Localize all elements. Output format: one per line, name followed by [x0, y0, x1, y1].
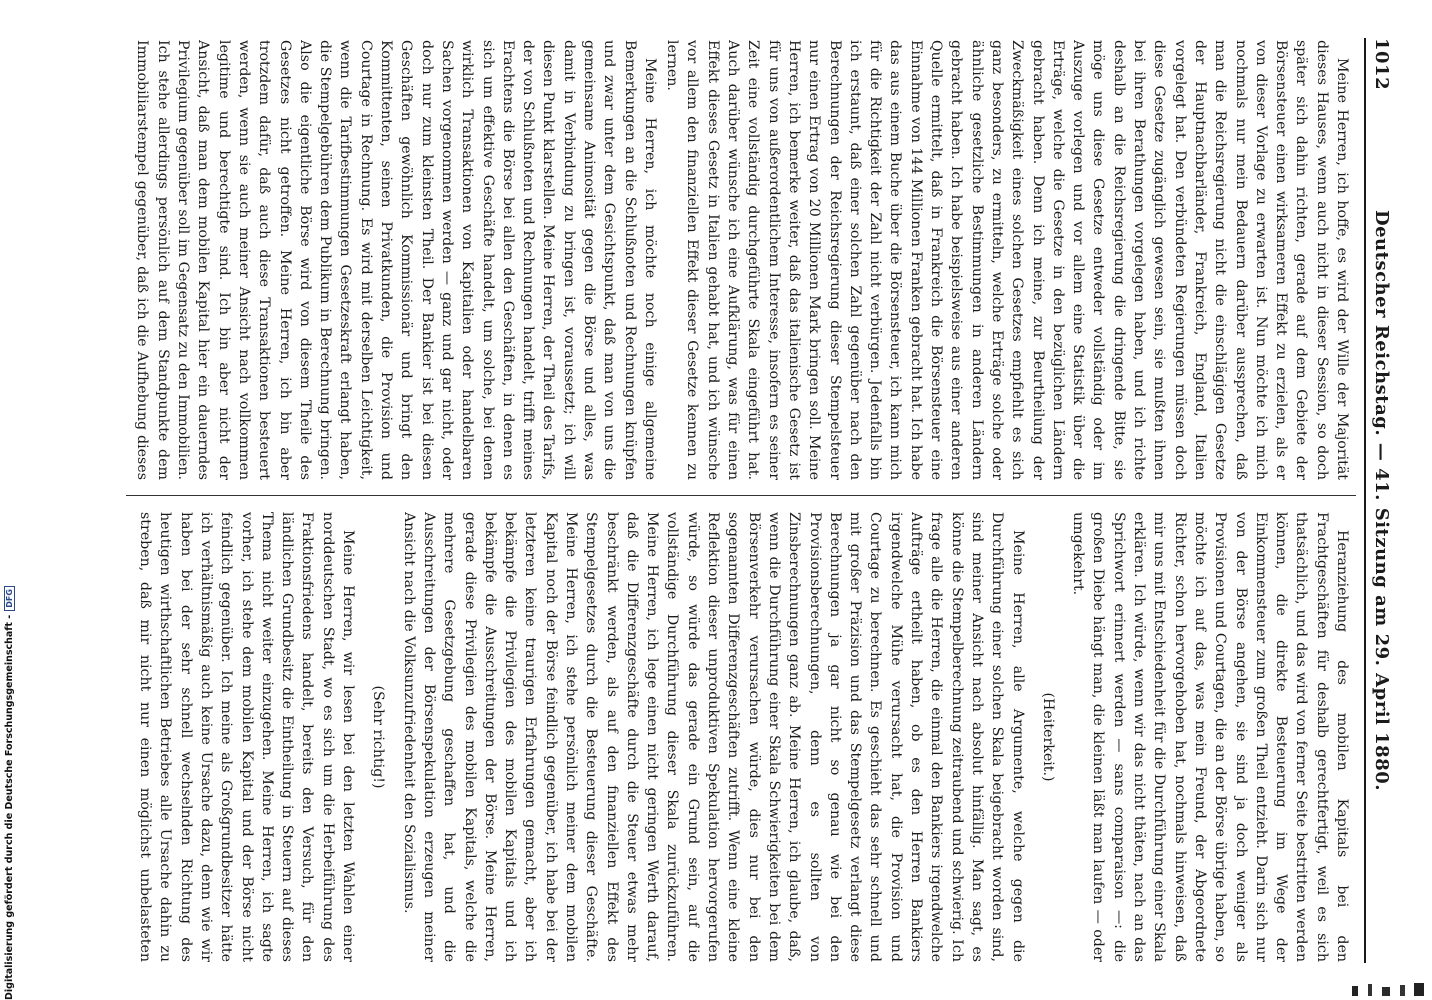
paragraph: Meine Herren, wir lesen bei den letzten Wahlen einer norddeutschen Stadt, wo es sich um die Herbeiführung des Fraktionsfriedens handelt, bereits den Versuch, für den ländlichen Grundbesitz die Eintheilung in Steuern auf dieses Thema nicht weiter einzugehen. Meine Herren, ich sagte vorher, ich stehe dem mobilen Kapital und der Börse nicht feindlich gegenüber. Ich meine als Großgrundbesitzer hätte ich verhältnismäßig auch keine Ursache dazu, denn wie wir haben bei der sehr schnell wechselnden Richtung des heutigen wirthschaftlichen Betriebes alle Ursache dahin zu streben, daß mir nicht nur einen möglichst unbelasteten [137, 512, 357, 962]
dfg-logo: DFG [4, 586, 15, 611]
page-title: Deutscher Reichstag. — 41. Sitzung am 29. April 1880. [1371, 209, 1392, 792]
credit-text: Digitalisierung gefördert durch die Deutsche Forschungsgemeinschaft - [4, 614, 15, 1000]
column-divider [126, 495, 1356, 496]
scan-artifacts [1342, 980, 1432, 1000]
page-header [1364, 38, 1396, 963]
paragraph: Meine Herren, ich möchte noch einige allgemeine Bemerkungen an die Schlußnoten und Rechnungen knüpfen und zwar unter dem Gesichtspunkt, daß man von uns die gemeinsame Animosität gegen die Börse und alles, was damit in Verbindung zu bringen ist, voraussetzt; ich will diesen Punkt klarstellen. Meine Herren, der Theil des Tarifs, der von Schlußnoten und Rechnungen handelt, trifft meines Erachtens die Börse bei allen den Geschäften, in denen es sich um effektive Geschäfte handelt, um solche, bei denen wirklich Transaktionen von Kapitalien oder handelbaren Sachen vorgenommen werden — ganz und gar nicht, oder doch nur zum kleinsten Theil. Der Bankier ist bei diesen Geschäften gewöhnlich Kommissionär und bringt den Kommittenten, seinen Privatkunden, die Provision und Courtage in Rechnung. Es wird mit derselben Leichtigkeit, wenn die Tarifbestimmungen Gesetzeskraft erlangt haben, die Stempelgebühren dem Publikum in Berechnung bringen. Also die eigentliche Börse wird von diesem Theile des Gesetzes nicht getroffen. Meine Herren, ich bin aber trotzdem dafür, daß auch diese Transaktionen besteuert werden, wenn sie auch meiner Ansicht nach vollkommen legitime und berechtigte sind. Ich bin aber nicht der Ansicht, daß man dem mobilen Kapital hier ein dauerndes Privilegium gegenüber soll im Gegensatz zu den Immobilien. Ich stehe allerdings persönlich auf dem Standpunkte dem Immobiliarstempel gegenüber, daß ich die Aufhebung dieses [134, 40, 658, 480]
left-column [132, 40, 1352, 480]
right-column [132, 512, 1352, 962]
paragraph: Meine Herren, ich hoffe, es wird der Wille der Majorität dieses Hauses, wenn auch nicht in dieser Session, so doch später sich dahin richten, gerade auf dem Gebiete der Börsensteuer einen wirksameren Effekt zu erzielen, als er von dieser Vorlage zu erwarten ist. Nun möchte ich mich nochmals nur mein Bedauern darüber aussprechen, daß man die Reichsregierung nicht die einschlägigen Gesetze der Hauptnachbarländer, Frankreich, England, Italien vorgelegt hat. Den verbündeten Regierungen müssen doch diese Gesetze zugänglich gewesen sein, sie mußten ihnen bei ihren Berathungen vorgelegen haben, und ich richte deshalb an die Reichsregierung die dringende Bitte, sie möge uns diese Gesetze entweder vollständig oder im Auszuge vorlegen und vor allem eine Statistik über die Erträge, welche die Gesetze in den bezüglichen Ländern gebracht haben. Denn ich meine, zur Beurtheilung der Zweckmäßigkeit eines solchen Gesetzes empfiehlt es sich ganz besonders, zu ermitteln, welche Erträge solche oder ähnliche gesetzliche Bestimmungen in anderen Ländern gebracht haben. Ich habe beispielsweise aus einer anderen Quelle ermittelt, daß in Frankreich die Börsensteuer eine Einnahme von 144 Millionen Franken gebracht hat. Ich habe das aus einem Buche über die Börsensteuer, ich kann mich für die Richtigkeit der Zahl nicht verbürgen. Jedenfalls bin ich erstaunt, daß einer solchen Zahl gegenüber nach den Berechnungen der Reichsregierung dieser Stempelsteuer nur einen Ertrag von 20 Millionen Mark bringen soll. Meine Herren, ich bemerke weiter, daß das italienische Gesetz ist für uns von außerordentlichem Interesse, insofern es seiner Zeit eine vollständig durchgeführte Skala eingeführt hat. Auch darüber wünsche ich eine Aufklärung, was für einen Effekt dieses Gesetz in Italien gehabt hat, und ich wünsche vor allem den finanziellen Effekt dieser Gesetze kennen zu lernen. [664, 40, 1350, 480]
paragraph: Meine Herren, alle Argumente, welche gegen die Durchführung einer solchen Skala beigebracht worden sind, sind meiner Ansicht nach absolut hinfällig. Man sagt, es könne die Stempelberechnung zeitraubend und schwierig. Ich frage alle die Herren, die einmal den Bankiers irgendwelche Aufträge ertheilt haben, ob es den Herren Bankiers irgendwelche Mühe verursacht hat, die Provision und Courtage zu berechnen. Es geschieht das sehr schnell und mit großer Präzision und das Stempelgesetz verlangt diese Berechnungen ja gar nicht so genau wie bei den Provisionsberechnungen, denn es sollten von Zinsberechnungen ganz ab. Meine Herren, ich glaube, daß, wenn die Durchführung einer Skala Schwierigkeiten bei dem Börsenverkehr verursachen würde, dies nur bei den sogenannten Differenzgeschäften zutrifft. Wenn eine kleine Reflektion dieser unproduktiven Spekulation hervorgerufen würde, so würde das gerade ein Grund sein, auf die vollständige Durchführung dieser Skala zurückzuführen. Meine Herren, ich lege einen nicht geringen Werth darauf, daß die Differenzgeschäfte durch die Steuer etwas mehr beschränkt werden, als auf den finanziellen Effekt des Stempelgesetzes durch die Besteuerung dieser Geschäfte. Meine Herren, ich stehe persönlich meiner dem mobilen Kapital noch der Börse feindlich gegenüber, ich habe bei der letzteren keine traurigen Erfahrungen gemacht, aber ich bekämpfe die Privilegien des mobilen Kapitals und ich bekämpfe die Ausschreitungen der Börse. Meine Herren, gerade diese Privilegien des mobilen Kapitals, welche die mehrere Gesetzgebung geschaffen hat, und die Ausschreitungen der Börsenspekulation erzeugen meiner Ansicht nach die Volksunzufriedenheit den Sozialismus. [400, 512, 1026, 962]
page-number: 1012 [1371, 38, 1392, 91]
laughter-note: (Heiterkeit.) [1039, 692, 1056, 782]
digitization-credit [4, 520, 16, 1000]
rotated-page [116, 0, 1416, 1000]
applause-note: (Sehr richtig!) [370, 685, 387, 789]
paragraph: Heranziehung des mobilen Kapitals bei den Frachtgeschäften für deshalb gerechtfertigt, weil es sich thatsächlich, und das wird von ferner Seite bestritten werden können, die direkte Besteuerung im Wege der Einkommensteuer zum großen Theil entzieht. Darin sich nur von der Börse angehen, sie sind ja doch weniger als Provisionen und Courtagen, die an der Börse übrige haben, so möchte ich auf das, was mein Freund, der Abgeordnete Richter, schon hervorgehoben hat, nochmals hinweisen, daß mir uns mit Entschiedenheit für die Durchführung einer Skala erklären. Ich würde, wenn wir das nicht thäten, nach an das Sprichwort erinnert werden — sans comparaison —: die großen Diebe hängt man, die kleinen läßt man laufen — oder umgekehrt. [1070, 512, 1350, 962]
